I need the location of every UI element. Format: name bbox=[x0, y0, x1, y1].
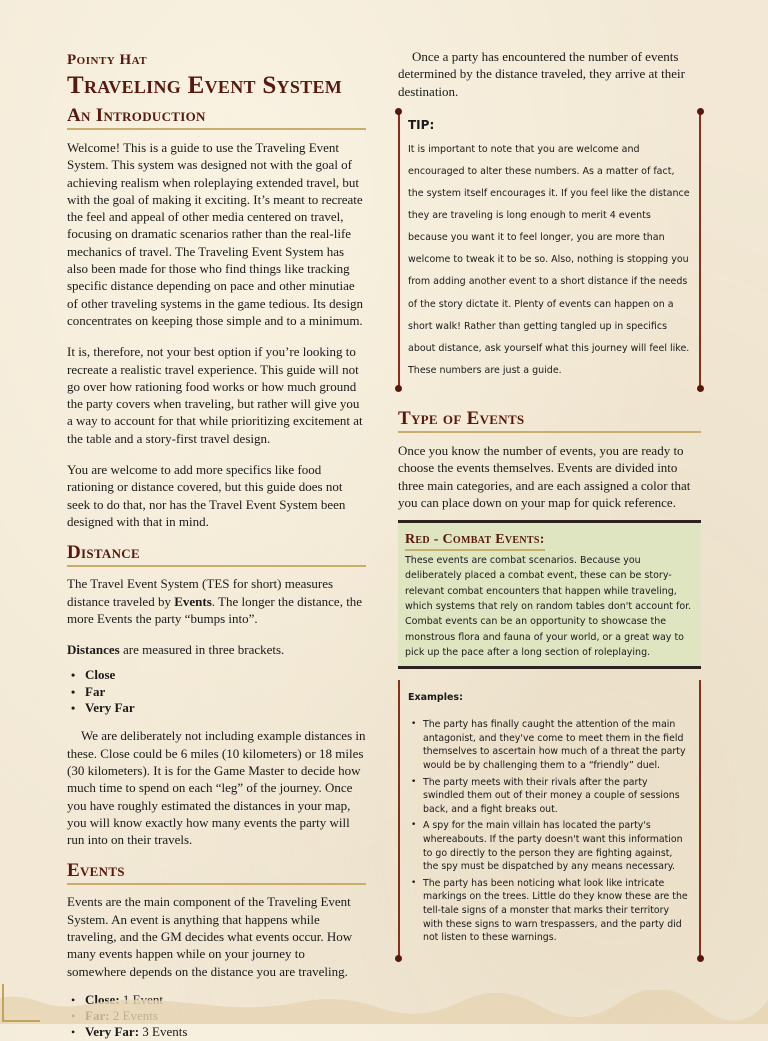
distance-heading: Distance bbox=[67, 542, 366, 567]
intro-paragraph-3: You are welcome to add more specifics like food rationing or distance covered, but this guide does not seek to do that, nor has the Travel Event System been designed with that in mind. bbox=[67, 462, 346, 529]
tip-text: It is important to note that you are welcome and encouraged to alter these numbers. As a matter of fact, the system itself encourages it. If you feel like the distance they are traveling is long enough to merit 4 events because you want it to feel longer, you are more than welcome to tweak it to be so. Also, nothing is stopping you from adding another event to a short distance if the needs of the story dictate it. Plenty of events can happen on a short walk! Rather than getting tangled up in specifics about distance, ask yourself what this journey will feel like. These numbers are just a guide. bbox=[408, 143, 690, 376]
list-item: • The party has been noticing what look like intricate markings on the trees. Little do they know these are the tell-tale signs of a monster that marks their territory with these signs to warn trespassers, and the party did not listen to these warnings. bbox=[423, 877, 689, 945]
list-item: • Close: 1 Event bbox=[85, 992, 366, 1008]
list-item: • The party has finally caught the attention of the main antagonist, and they've come to meet them in the field themselves to ascertain how much of a threat the party would be by challenging them to a “friendly” duel. bbox=[423, 718, 689, 772]
examples-corner-ornament bbox=[395, 955, 402, 962]
combat-text: These events are combat scenarios. Because you deliberately placed a combat event, these can be story-relevant combat encounters that happen while traveling, which systems that rely on random tables don't account for. Combat events can be an opportunity to showcase the monstrous flora and fauna of your world, or a great way to pick up the pace after a long section of roleplaying. bbox=[405, 555, 692, 658]
combat-events-box bbox=[398, 523, 701, 666]
intro-paragraph-2: It is, therefore, not your best option if you’re looking to recreate a realistic travel experience. This guide will not go over how rationing food works or how much ground the party covers when traveling, but rather will give you a way to account for that while prioritizing excitement at the table and a story-first travel design. bbox=[67, 344, 363, 446]
examples-list bbox=[408, 718, 689, 945]
tip-corner-ornament bbox=[395, 385, 402, 392]
tip-corner-ornament bbox=[697, 108, 704, 115]
list-item: • Close bbox=[85, 667, 366, 683]
examples-corner-ornament bbox=[697, 955, 704, 962]
tip-box bbox=[398, 112, 701, 388]
list-item: • Very Far: 3 Events bbox=[85, 1024, 366, 1040]
types-heading: Type of Events bbox=[398, 408, 701, 433]
list-item: • A spy for the main villain has located the party's whereabouts. If the party doesn't want this information to go directly to the person they are fighting against, the spy must be dispatched by any means necessary. bbox=[423, 819, 689, 873]
tip-corner-ornament bbox=[395, 108, 402, 115]
examples-box bbox=[398, 680, 701, 958]
list-item: • Far bbox=[85, 684, 366, 700]
examples-title: Examples: bbox=[408, 692, 463, 704]
page-title: Traveling Event System bbox=[67, 72, 343, 99]
list-item: • Very Far bbox=[85, 700, 366, 716]
distance-paragraph-3: We are deliberately not including example distances in these. Close could be 6 miles (10 kilometers) or 18 miles (30 kilometers). It is for the Game Master to decide how much time to spend on each “leg” of the journey. Once you have roughly estimated the distances in your map, you will know exactly how many events the party will run into on their travels. bbox=[67, 728, 366, 848]
supertitle: Pointy Hat bbox=[67, 52, 148, 68]
left-column bbox=[67, 48, 366, 1041]
distance-bracket-list bbox=[67, 667, 366, 716]
events-paragraph: Events are the main component of the Traveling Event System. An event is anything that happens while traveling, and the GM decides what events occur. How many events happen while on your journey to somewhere depends on the distance you are traveling. bbox=[67, 894, 353, 979]
intro-paragraph-1: Welcome! This is a guide to use the Traveling Event System. This system was designed not with the goal of achieving realism when roleplaying extended travel, but with the goal of making it exciting. It’s meant to recreate the feel and appeal of other media centered on travel, focusing on dramatic scenarios rather than the real-life mechanics of travel. The Traveling Event System has also been made for those who find things like tracking specific distance depending on pace and other minutiae of other traveling systems in the game tedious. Its design concentrates on keeping those simple and to a minimum. bbox=[67, 140, 364, 328]
combat-top-bar bbox=[398, 520, 701, 523]
events-heading: Events bbox=[67, 860, 366, 885]
page-corner-ornament bbox=[2, 984, 40, 1022]
distance-paragraph-2: Distances are measured in three brackets. bbox=[67, 642, 285, 658]
right-column bbox=[398, 48, 701, 958]
types-paragraph: Once you know the number of events, you are ready to choose the events themselves. Events are divided into three main categories, and are each assigned a color that you can place down on your map for quick reference. bbox=[398, 442, 691, 510]
tip-corner-ornament bbox=[697, 385, 704, 392]
tip-title: TIP: bbox=[408, 117, 435, 132]
combat-bottom-bar bbox=[398, 666, 701, 669]
list-item: • The party meets with their rivals after the party swindled them out of their money a couple of sessions back, and a fight breaks out. bbox=[423, 776, 689, 817]
distance-paragraph-1: The Travel Event System (TES for short) measures distance traveled by Events. The longer the distance, the more Events the party “bumps into”. bbox=[67, 576, 363, 626]
arrival-paragraph: Once a party has encountered the number of events determined by the distance traveled, they arrive at their destination. bbox=[398, 49, 685, 99]
combat-title: Red - Combat Events: bbox=[405, 531, 545, 551]
page-footer-ornament bbox=[0, 990, 768, 1024]
intro-heading: An Introduction bbox=[67, 105, 366, 130]
